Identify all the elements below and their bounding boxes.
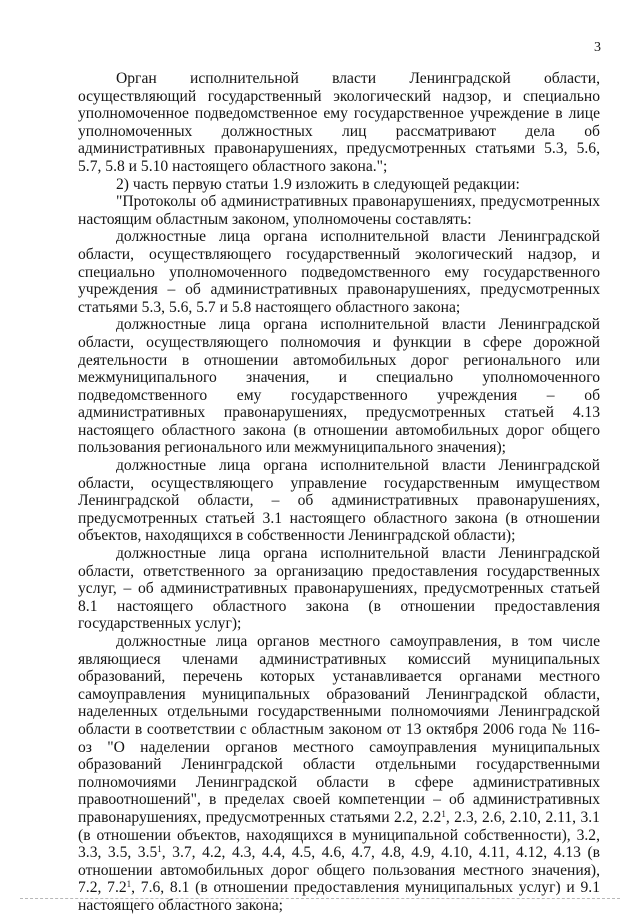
paragraph: [78, 316, 600, 457]
page-number: 3: [594, 40, 601, 55]
paragraph-text: Орган исполнительной власти Ленинградской области, осуществляющий государственный экологический надзор, и специально уполномоченное подведомственное ему государственное учреждение в лице уполномоченных должностных лиц рассматривают дела об административных правонарушениях, предусмотренных статьями 5.3, 5.6, 5.7, 5.8 и 5.10 настоящего областного закона.";: [78, 70, 600, 175]
paragraph-text: должностные лица органа исполнительной власти Ленинградской области, ответственного за организацию предоставления государственных услуг, – об административных правонарушениях, предусмотренных статьей 8.1 настоящего областного закона (в отношении предоставления государственных услуг);: [78, 545, 600, 633]
paragraph: [78, 457, 600, 545]
paragraph: [78, 545, 600, 633]
paragraph-text: , 3.7, 4.2, 4.3, 4.4, 4.5, 4.6, 4.7, 4.8, 4.9, 4.10, 4.11, 4.12, 4.13 (в отношении автомобильных дорог общего пользования местного значения), 7.2, 7.2: [78, 844, 600, 897]
paragraph-text: должностные лица органа исполнительной власти Ленинградской области, осуществляющего государственный экологический надзор, и специально уполномоченного подведомственного ему государственного учреждения – об административных правонарушениях, предусмотренных статьями 5.3, 5.6, 5.7 и 5.8 настоящего областного закона;: [78, 228, 600, 316]
paragraph: [78, 70, 600, 176]
paragraph-text: должностные лица органа исполнительной власти Ленинградской области, осуществляющего полномочия и функции в сфере дорожной деятельности в отношении автомобильных дорог регионального или межмуниципального значения, и специально уполномоченного подведомственного ему государственного учреждения – об административных правонарушениях, предусмотренных статьей 4.13 настоящего областного закона (в отношении автомобильных дорог общего пользования регионального или межмуниципального значения);: [78, 316, 600, 457]
superscript: 1: [126, 879, 132, 890]
paragraph: [78, 633, 600, 915]
paragraph: [78, 193, 600, 228]
paragraph: [78, 228, 600, 316]
document-body: [78, 70, 600, 915]
superscript: 1: [441, 808, 446, 819]
paragraph: [78, 176, 600, 194]
superscript: 1: [157, 844, 162, 855]
paragraph-text: "Протоколы об административных правонарушениях, предусмотренных настоящим областным законом, уполномочены составлять:: [78, 193, 600, 228]
paragraph-text: , 2.3, 2.6, 2.10, 2.11, 3.1 (в отношении объектов, находящихся в муниципальной собственности), 3.2, 3.3, 3.5, 3.5: [78, 808, 600, 862]
paragraph-text: должностные лица органа исполнительной власти Ленинградской области, осуществляющего управление государственным имуществом Ленинградской области, – об административных правонарушениях, предусмотренных статьей 3.1 настоящего областного закона (в отношении объектов, находящихся в собственности Ленинградской области);: [78, 457, 600, 545]
paragraph-text: должностные лица органов местного самоуправления, в том числе являющиеся членами административных комиссий муниципальных образований, перечень которых устанавливается органами местного самоуправления муниципальных образований Ленинградской области, наделенных отдельными государственными полномочиями Ленинградской области в соответствии с областным законом от 13 октября 2006 года № 116-оз "О наделении органов местного самоуправления муниципальных образований Ленинградской области отдельными государственными полномочиями Ленинградской области в сфере административных правоотношений", в пределах своей компетенции – об административных правонарушениях, предусмотренных статьями 2.2, 2.2: [78, 633, 600, 826]
paragraph-text: , 7.6, 8.1 (в отношении предоставления муниципальных услуг) и 9.1 настоящего областного закона;: [78, 879, 600, 914]
paragraph-text: 2) часть первую статьи 1.9 изложить в следующей редакции:: [116, 175, 520, 193]
page-bottom-edge: [20, 898, 620, 899]
